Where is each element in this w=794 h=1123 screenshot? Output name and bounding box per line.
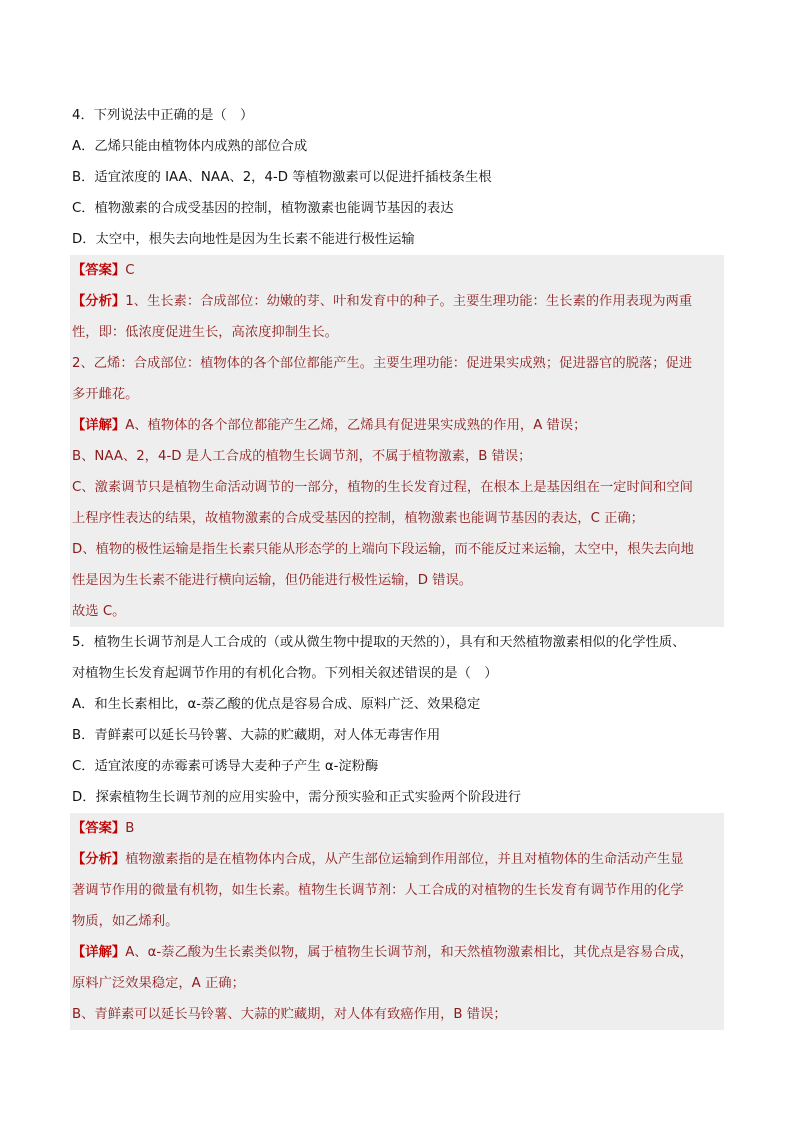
analysis-line: 著调节作用的微量有机物，如生长素。植物生长调节剂：人工合成的对植物的生长发育有调节作用的化学 xyxy=(70,875,724,906)
option-a: A．和生长素相比，α-萘乙酸的优点是容易合成、原料广泛、效果稳定 xyxy=(72,697,481,712)
detail-line xyxy=(70,937,724,968)
analysis-line: 2、乙烯：合成部位：植物体的各个部位都能产生。主要生理功能：促进果实成熟；促进器官的脱落；促进 xyxy=(70,348,724,379)
answer-value: C xyxy=(125,263,135,278)
option-a: A．乙烯只能由植物体内成熟的部位合成 xyxy=(72,139,308,154)
detail-line: B、青鲜素可以延长马铃薯、大蒜的贮藏期，对人体有致癌作用，B 错误； xyxy=(70,999,724,1030)
detail-line: B、NAA、2，4-D 是人工合成的植物生长调节剂，不属于植物激素，B 错误； xyxy=(70,441,724,472)
option-c: C．适宜浓度的赤霉素可诱导大麦种子产生 α-淀粉酶 xyxy=(72,759,379,774)
detail-line: 上程序性表达的结果，故植物激素的合成受基因的控制，植物激素也能调节基因的表达，C 正确； xyxy=(70,503,724,534)
analysis-text: 植物激素指的是在植物体内合成，从产生部位运输到作用部位，并且对植物体的生命活动产生显 xyxy=(125,852,684,867)
answer-line xyxy=(70,813,724,844)
detail-tag: 【详解】 xyxy=(72,945,126,960)
analysis-line xyxy=(70,286,724,317)
analysis-line: 多开雌花。 xyxy=(70,379,724,410)
answer-value: B xyxy=(125,821,135,836)
detail-line xyxy=(70,410,724,441)
option-c: C．植物激素的合成受基因的控制，植物激素也能调节基因的表达 xyxy=(72,201,454,216)
answer-tag: 【答案】 xyxy=(72,821,126,836)
analysis-text: 1、生长素：合成部位：幼嫩的芽、叶和发育中的种子。主要生理功能：生长素的作用表现为两重 xyxy=(125,294,693,309)
option-d: D．太空中，根失去向地性是因为生长素不能进行极性运输 xyxy=(72,232,415,247)
option-b: B．适宜浓度的 IAA、NAA、2，4-D 等植物激素可以促进扦插枝条生根 xyxy=(72,170,492,185)
document-page xyxy=(70,100,724,1030)
detail-tag: 【详解】 xyxy=(72,418,126,433)
question-4 xyxy=(70,100,724,627)
detail-line: 原料广泛效果稳定，A 正确； xyxy=(70,968,724,999)
detail-line: 性是因为生长素不能进行横向运输，但仍能进行极性运输，D 错误。 xyxy=(70,565,724,596)
conclusion-line: 故选 C。 xyxy=(70,596,724,627)
analysis-line: 物质，如乙烯利。 xyxy=(70,906,724,937)
answer-line xyxy=(70,255,724,286)
question-stem: 4．下列说法中正确的是（ ） xyxy=(72,108,254,123)
question-stem: 对植物生长发育起调节作用的有机化合物。下列相关叙述错误的是（ ） xyxy=(72,666,498,681)
option-d: D．探索植物生长调节剂的应用实验中，需分预实验和正式实验两个阶段进行 xyxy=(72,790,522,805)
detail-text: A、α-萘乙酸为生长素类似物，属于植物生长调节剂，和天然植物激素相比，其优点是容易合成， xyxy=(125,945,694,960)
question-stem: 5．植物生长调节剂是人工合成的（或从微生物中提取的天然的），具有和天然植物激素相似的化学性质、 xyxy=(72,635,686,650)
detail-line: D、植物的极性运输是指生长素只能从形态学的上端向下段运输，而不能反过来运输，太空中，根失去向地 xyxy=(70,534,724,565)
analysis-line: 性，即：低浓度促进生长，高浓度抑制生长。 xyxy=(70,317,724,348)
question-5 xyxy=(70,627,724,1030)
answer-tag: 【答案】 xyxy=(72,263,126,278)
analysis-tag: 【分析】 xyxy=(72,852,126,867)
analysis-tag: 【分析】 xyxy=(72,294,126,309)
option-b: B．青鲜素可以延长马铃薯、大蒜的贮藏期，对人体无毒害作用 xyxy=(72,728,441,743)
analysis-line xyxy=(70,844,724,875)
detail-text: A、植物体的各个部位都能产生乙烯，乙烯具有促进果实成熟的作用，A 错误； xyxy=(125,418,587,433)
detail-line: C、激素调节只是植物生命活动调节的一部分，植物的生长发育过程，在根本上是基因组在一定时间和空间 xyxy=(70,472,724,503)
